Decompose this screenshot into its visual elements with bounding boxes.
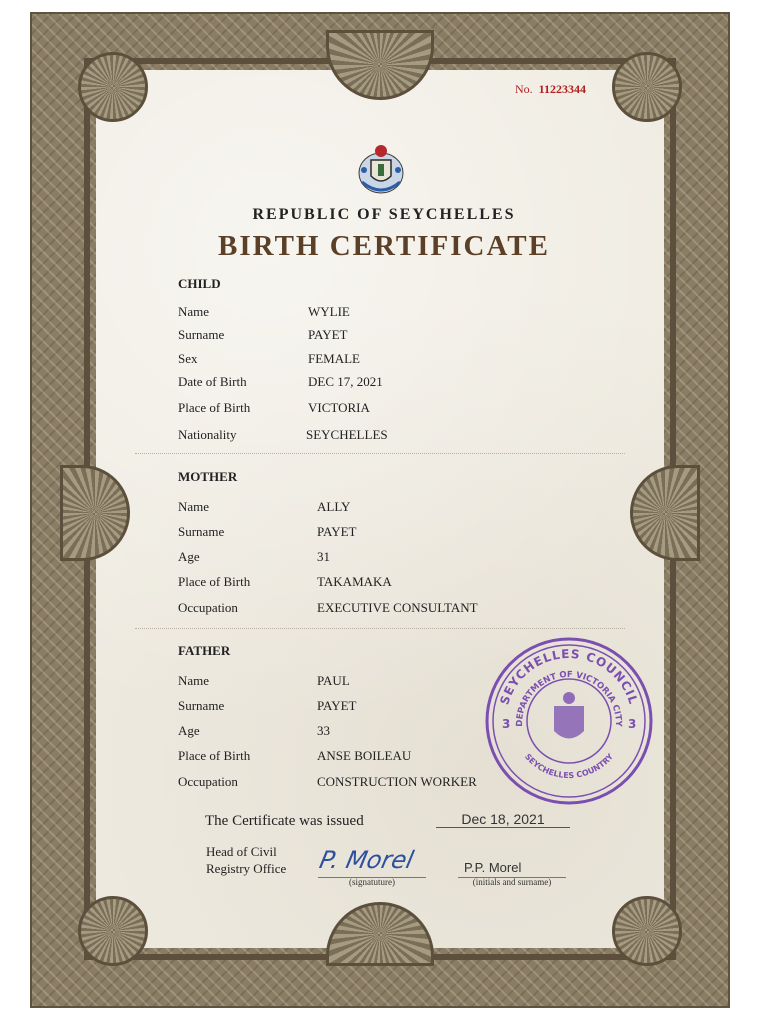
father-name-value: PAUL <box>317 673 350 688</box>
father-birthplace-value: ANSE BOILEAU <box>317 748 412 763</box>
child-nationality-value: SEYCHELLES <box>306 427 388 442</box>
official-name-caption: (initials and surname) <box>472 877 552 887</box>
stamp-bottom-text: SEYCHELLES COUNTRY <box>522 752 616 781</box>
father-birthplace-label: Place of Birth <box>178 748 251 763</box>
section-divider <box>135 453 625 455</box>
signature: P. Morel <box>317 846 417 874</box>
section-divider <box>135 628 625 630</box>
child-name-value: WYLIE <box>308 304 350 319</box>
head-registry-label <box>206 843 286 877</box>
father-age-label: Age <box>178 723 200 738</box>
mother-occupation-value: EXECUTIVE CONSULTANT <box>317 600 478 615</box>
serial-prefix: No. <box>515 82 533 96</box>
father-section-title: FATHER <box>178 643 231 658</box>
issued-text: The Certificate was issued <box>205 813 364 829</box>
child-sex-label: Sex <box>178 351 198 366</box>
svg-text:SEYCHELLES COUNTRY <box>523 752 615 780</box>
mother-section-title: MOTHER <box>178 469 238 484</box>
country-heading: REPUBLIC OF SEYCHELLES <box>252 206 516 223</box>
mother-name-label: Name <box>178 499 210 514</box>
stamp-outer-text: SEYCHELLES COUNCIL <box>497 646 641 707</box>
child-birthplace-value: VICTORIA <box>308 400 370 415</box>
serial-value: 11223344 <box>538 82 587 96</box>
coat-of-arms-icon <box>352 140 410 198</box>
rosette-bottom-right <box>612 896 682 966</box>
stamp-side-mark-left: 3 <box>502 717 511 731</box>
child-nationality-label: Nationality <box>178 427 237 442</box>
child-dob-label: Date of Birth <box>178 374 247 389</box>
father-age-value: 33 <box>317 723 330 738</box>
mother-birthplace-label: Place of Birth <box>178 574 251 589</box>
mother-surname-label: Surname <box>178 524 225 539</box>
serial-number <box>515 82 586 97</box>
father-occupation-value: CONSTRUCTION WORKER <box>317 774 477 789</box>
rosette-bottom-left <box>78 896 148 966</box>
mother-name-value: ALLY <box>317 499 351 514</box>
child-surname-value: PAYET <box>308 327 348 342</box>
mother-occupation-label: Occupation <box>178 600 238 615</box>
child-section-title: CHILD <box>178 276 221 291</box>
head-label-line2: Registry Office <box>206 861 287 876</box>
stamp-inner-text: DEPARTMENT OF VICTORIA CITY <box>514 669 624 727</box>
mother-age-label: Age <box>178 549 200 564</box>
head-label-line1: Head of Civil <box>206 844 277 859</box>
issued-date: Dec 18, 2021 <box>436 811 570 828</box>
certificate-title: BIRTH CERTIFICATE <box>218 230 550 262</box>
father-surname-value: PAYET <box>317 698 357 713</box>
child-surname-label: Surname <box>178 327 225 342</box>
child-dob-value: DEC 17, 2021 <box>308 374 383 389</box>
child-name-label: Name <box>178 304 210 319</box>
stamp-side-mark-right: 3 <box>628 717 637 731</box>
father-surname-label: Surname <box>178 698 225 713</box>
child-birthplace-label: Place of Birth <box>178 400 251 415</box>
father-name-label: Name <box>178 673 210 688</box>
father-occupation-label: Occupation <box>178 774 238 789</box>
rosette-top-right <box>612 52 682 122</box>
mother-surname-value: PAYET <box>317 524 357 539</box>
mother-birthplace-value: TAKAMAKA <box>317 574 392 589</box>
signature-caption: (signatuture) <box>349 877 395 887</box>
official-name: P.P. Morel <box>464 860 522 875</box>
official-stamp <box>484 636 654 806</box>
rosette-top-left <box>78 52 148 122</box>
mother-age-value: 31 <box>317 549 330 564</box>
child-sex-value: FEMALE <box>308 351 360 366</box>
